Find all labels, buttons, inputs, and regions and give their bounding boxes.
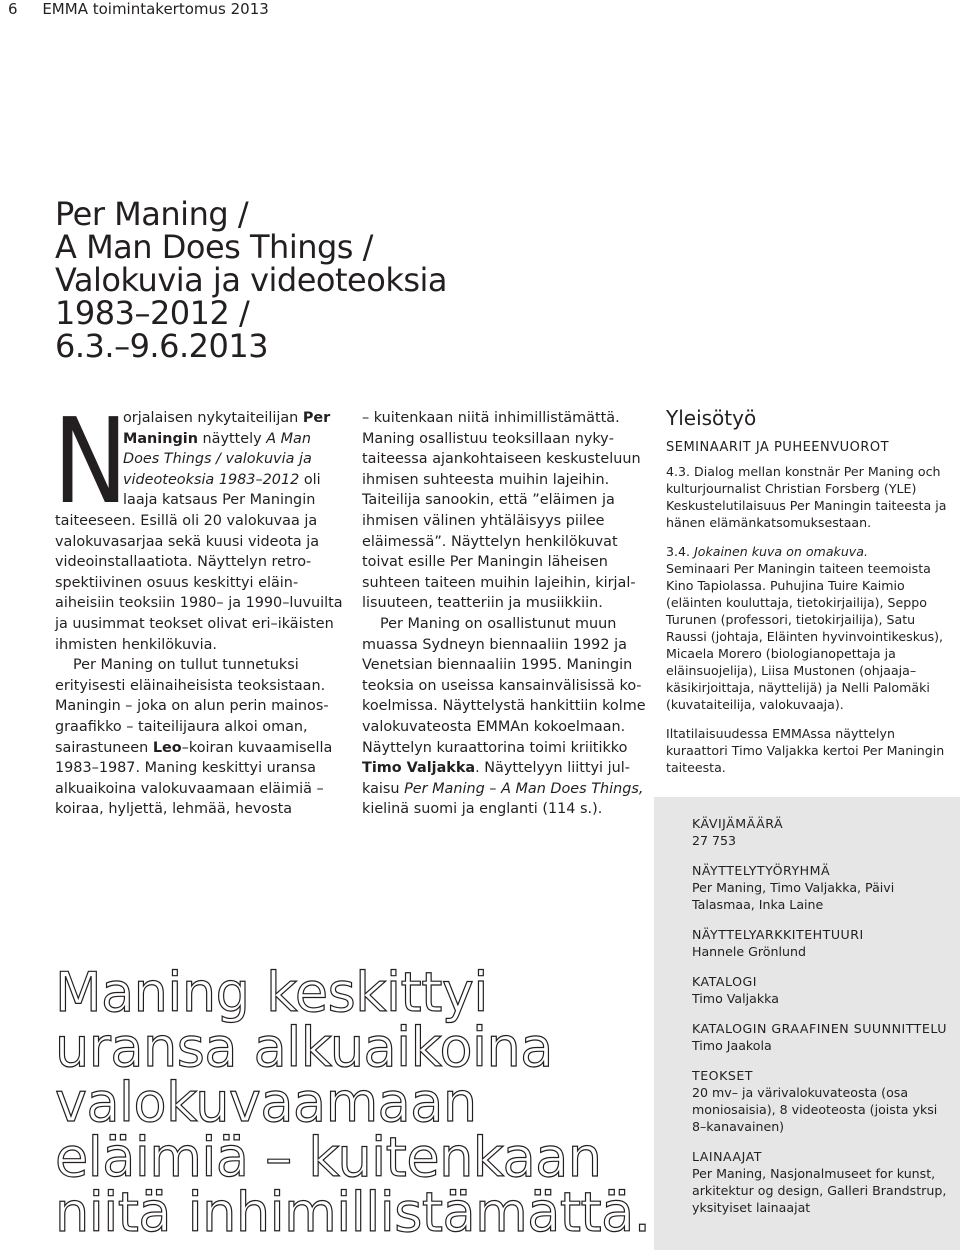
event-date: 3.4. — [666, 544, 691, 559]
fact-label: LAINAAJAT — [692, 1149, 762, 1164]
fact-label: KATALOGIN GRAAFINEN SUUNNITTELU — [692, 1021, 947, 1036]
fact-value: Per Maning, Timo Valjakka, Päivi Talasmaa, Inka Laine — [692, 880, 895, 912]
paragraph-text: Per Maning on osallistunut muun muassa Sydneyn biennaaliin 1992 ja Venetsian biennaaliin 1995. Maningin teoksia on useissa kansainvälisissä kokoelmissa. Näyttelystä hankittiin kolme valokuvateosta EMMAn kokoelmaan. Näyttelyn kuraattorina toimi kriitikko — [362, 615, 646, 756]
fact-item — [692, 926, 954, 960]
sidebar-subheading: SEMINAARIT JA PUHEENVUOROT — [666, 440, 890, 455]
body-column-2 — [362, 408, 647, 820]
paragraph-text: Maningin – joka on alun perin mainosgraafikko – taiteilijaura alkoi oman, sairastuneen — [55, 698, 329, 756]
fact-item — [692, 862, 954, 913]
event-item — [666, 463, 956, 531]
pull-quote-line: eläimiä – kuitenkaan — [55, 1126, 602, 1189]
publication-title: EMMA toimintakertomus 2013 — [42, 0, 269, 18]
title-line: 6.3.–9.6.2013 — [55, 327, 269, 365]
intro-text: orjalaisen nykytaiteilijan — [123, 410, 303, 426]
page-number: 6 — [8, 0, 18, 18]
title-line: 1983–2012 / — [55, 294, 250, 332]
fact-label: NÄYTTELYARKKITEHTUURI — [692, 927, 864, 942]
intro-rest: oli laaja katsaus Per Maningin taiteeseen. Esillä oli 20 valokuvaa ja valokuvasarjaa sekä kuusi videota ja videoinstallaatiota. Näyttelyn retrospektiivinen osuus keskittyi eläinaiheisiin teoksiin 1980– ja 1990–luvuilta ja uusimmat teokset olivat eri–ikäisten ihmisten henkilökuvia. — [55, 471, 343, 653]
event-text: Seminaari Per Maningin taiteen teemoista Kino Tapiolassa. Puhujina Tuire Kaimio (eläinten kouluttaja, tietokirjailija), Seppo Turunen (professori, tietokirjailija), Satu Raussi (johtaja, Eläinten hyvinvointikeskus), Micaela Morero (biologianopettaja ja eläinsuojelija), Liisa Mustonen (ohjaaja–käsikirjoittaja, näyttelijä) ja Nelli Palomäki (kuvataiteilija, valokuvaaja). — [666, 561, 944, 712]
fact-item — [692, 1067, 954, 1135]
pull-quote-line: uransa alkuaikoina — [55, 1016, 553, 1079]
sidebar-heading: Yleisötyö — [666, 406, 757, 430]
body-column-1 — [53, 392, 350, 820]
fact-item — [692, 1148, 954, 1216]
drop-cap: N — [53, 392, 129, 530]
intro-mid: näyttely — [197, 430, 267, 447]
paragraph — [362, 614, 647, 820]
exhibition-name: A Man Does Things / valokuvia ja videoteoksia 1983–2012 — [123, 430, 312, 488]
pull-quote-line: Maning keskittyi — [55, 961, 488, 1024]
pull-quote-line: niitä inhimillistämättä. — [55, 1181, 651, 1244]
exhibition-facts-box — [654, 797, 960, 1250]
fact-item — [692, 973, 954, 1007]
pull-quote — [55, 961, 651, 1244]
fact-value: Hannele Grönlund — [692, 944, 806, 959]
title-line: A Man Does Things / — [55, 228, 373, 266]
fact-label: KÄVIJÄMÄÄRÄ — [692, 816, 784, 831]
fact-value: Per Maning, Nasjonalmuseet for kunst, arkitektur og design, Galleri Brandstrup, yksityiset lainaajat — [692, 1166, 947, 1215]
curator-name: Timo Valjakka — [362, 760, 476, 777]
paragraph-intro — [53, 392, 350, 655]
event-item: Iltatilaisuudessa EMMAssa näyttelyn kuraattori Timo Valjakka kertoi Per Maningin taiteesta. — [666, 726, 945, 775]
event-text: Dialog mellan konstnär Per Maning och kulturjournalist Christian Forsberg (YLE) Keskustelutilaisuus Per Maningin taiteesta ja hänen elämänkatsomuksestaan. — [666, 464, 947, 530]
article-title — [55, 195, 448, 365]
fact-value: 20 mv– ja värivalokuvateosta (osa moniosaisia), 8 videoteosta (joista yksi 8–kanavainen) — [692, 1085, 938, 1134]
paragraph-text: . Näyttelyyn liittyi julkaisu — [362, 760, 630, 797]
fact-item — [692, 815, 954, 849]
page-header — [8, 0, 269, 18]
paragraph — [55, 696, 350, 820]
paragraph-text: –koiran kuvaamisella 1983–1987. Maning keskittyi uransa alkuaikoina valokuvaamaan eläimiä – koiraa, hyljettä, lehmää, hevosta — [55, 739, 333, 818]
facts-list — [692, 815, 954, 1229]
event-title: Jokainen kuva on omakuva. — [694, 544, 868, 559]
publication-name: Per Maning – A Man Does Things, — [404, 780, 644, 797]
title-line: Per Maning / — [55, 195, 249, 233]
paragraph: Per Maning on tullut tunnetuksi erityisesti eläinaiheisista teoksistaan. — [55, 657, 326, 694]
fact-label: KATALOGI — [692, 974, 757, 989]
fact-value: 27 753 — [692, 833, 737, 848]
events-sidebar — [666, 405, 956, 776]
fact-value: Timo Jaakola — [692, 1038, 772, 1053]
paragraph-text: kielinä suomi ja englanti (114 s.). — [362, 801, 603, 818]
event-item — [666, 543, 956, 713]
fact-item — [692, 1020, 954, 1054]
fact-label: TEOKSET — [692, 1068, 753, 1083]
title-line: Valokuvia ja videoteoksia — [55, 261, 448, 299]
dog-name: Leo — [152, 739, 182, 756]
fact-label: NÄYTTELYTYÖRYHMÄ — [692, 863, 831, 878]
pull-quote-line: valokuvaamaan — [55, 1071, 477, 1134]
paragraph: – kuitenkaan niitä inhimillistämättä. Maning osallistuu teoksillaan nykytaiteessa ajankohtaiseen keskusteluun ihmisen suhteesta muihin lajeihin. Taiteilija sanookin, että ”eläimen ja ihmisen välinen yhtäläisyys piilee eläimessä”. Näyttelyn henkilökuvat toivat esille Per Maningin läheisen suhteen taiteen muihin lajeihin, kirjallisuuteen, teatteriin ja musiikkiin. — [362, 410, 641, 612]
fact-value: Timo Valjakka — [692, 991, 779, 1006]
event-date: 4.3. — [666, 464, 691, 479]
artist-name: Per Maningin — [123, 410, 331, 447]
